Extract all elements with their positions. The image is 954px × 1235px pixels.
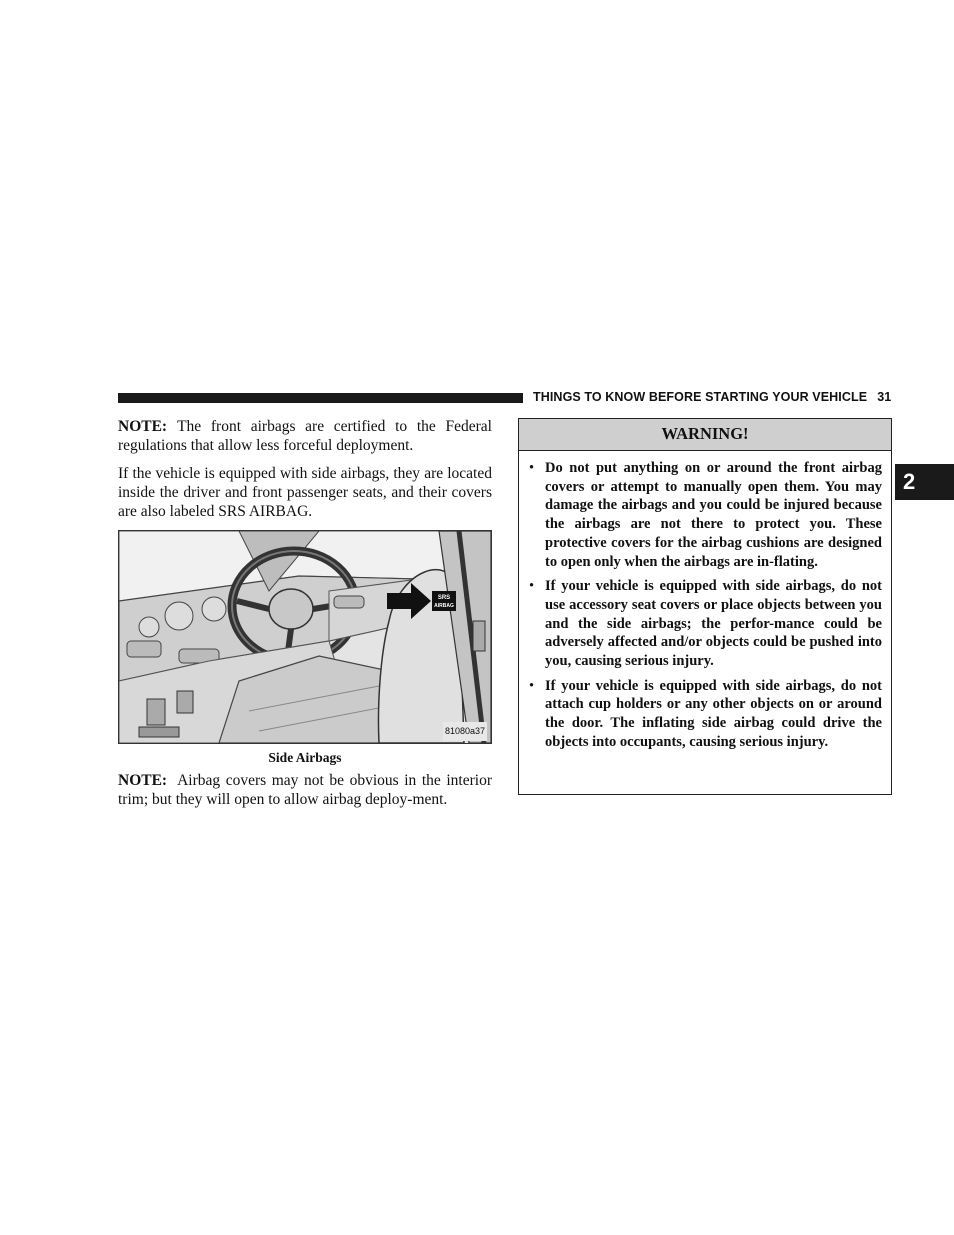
note-text: Airbag covers may not be obvious in the interior trim; but they will open to allow airbag deploy-ment. — [118, 772, 492, 808]
warning-item — [529, 577, 882, 671]
warning-item-text: If your vehicle is equipped with side airbags, do not attach cup holders or any other objects on or around the door. The inflating side airbag could drive the objects into occupants, causing serious injury. — [545, 677, 882, 750]
warning-item — [529, 677, 882, 752]
left-column — [118, 417, 492, 818]
srs-label-line2: AIRBAG — [434, 603, 454, 609]
note-text: The front airbags are certified to the Federal regulations that allow less forceful deployment. — [118, 418, 492, 454]
figure-code: 81080a37 — [443, 722, 487, 741]
side-airbags-paragraph: If the vehicle is equipped with side airbags, they are located inside the driver and front passenger seats, and their covers are also labeled SRS AIRBAG. — [118, 465, 492, 520]
side-airbags-illustration — [118, 530, 492, 744]
bullet-icon: • — [529, 578, 535, 595]
bullet-icon: • — [529, 460, 535, 476]
note-front-airbags — [118, 417, 492, 455]
warning-item-text: If your vehicle is equipped with side airbags, do not use accessory seat covers or place objects between you and the side airbags; the perfor-mance could be adversely affected and/or objects could be pushed into you, causing serious injury. — [545, 578, 882, 670]
warning-box — [518, 418, 892, 795]
running-header — [533, 390, 893, 404]
note-label: NOTE: — [118, 772, 168, 789]
note-label: NOTE: — [118, 418, 168, 435]
warning-list — [519, 451, 891, 752]
srs-label-line1: SRS — [437, 595, 451, 601]
header-rule — [118, 393, 523, 403]
warning-item-text: Do not put anything on or around the front airbag covers or attempt to manually open them. You may damage the airbags and you could be injured because the airbags are not there to protect you. These protective covers for the airbag cushions are designed to open only when the airbags are in-flating. — [545, 460, 882, 570]
warning-item — [529, 459, 882, 571]
warning-title: WARNING! — [519, 419, 891, 451]
figure-caption: Side Airbags — [268, 750, 342, 765]
page-number: 31 — [877, 390, 892, 404]
chapter-tab: 2 — [895, 464, 954, 500]
car-interior-drawing — [119, 531, 491, 743]
section-title: THINGS TO KNOW BEFORE STARTING YOUR VEHICLE — [533, 390, 868, 404]
note-airbag-covers — [118, 771, 492, 809]
bullet-icon: • — [529, 677, 535, 694]
